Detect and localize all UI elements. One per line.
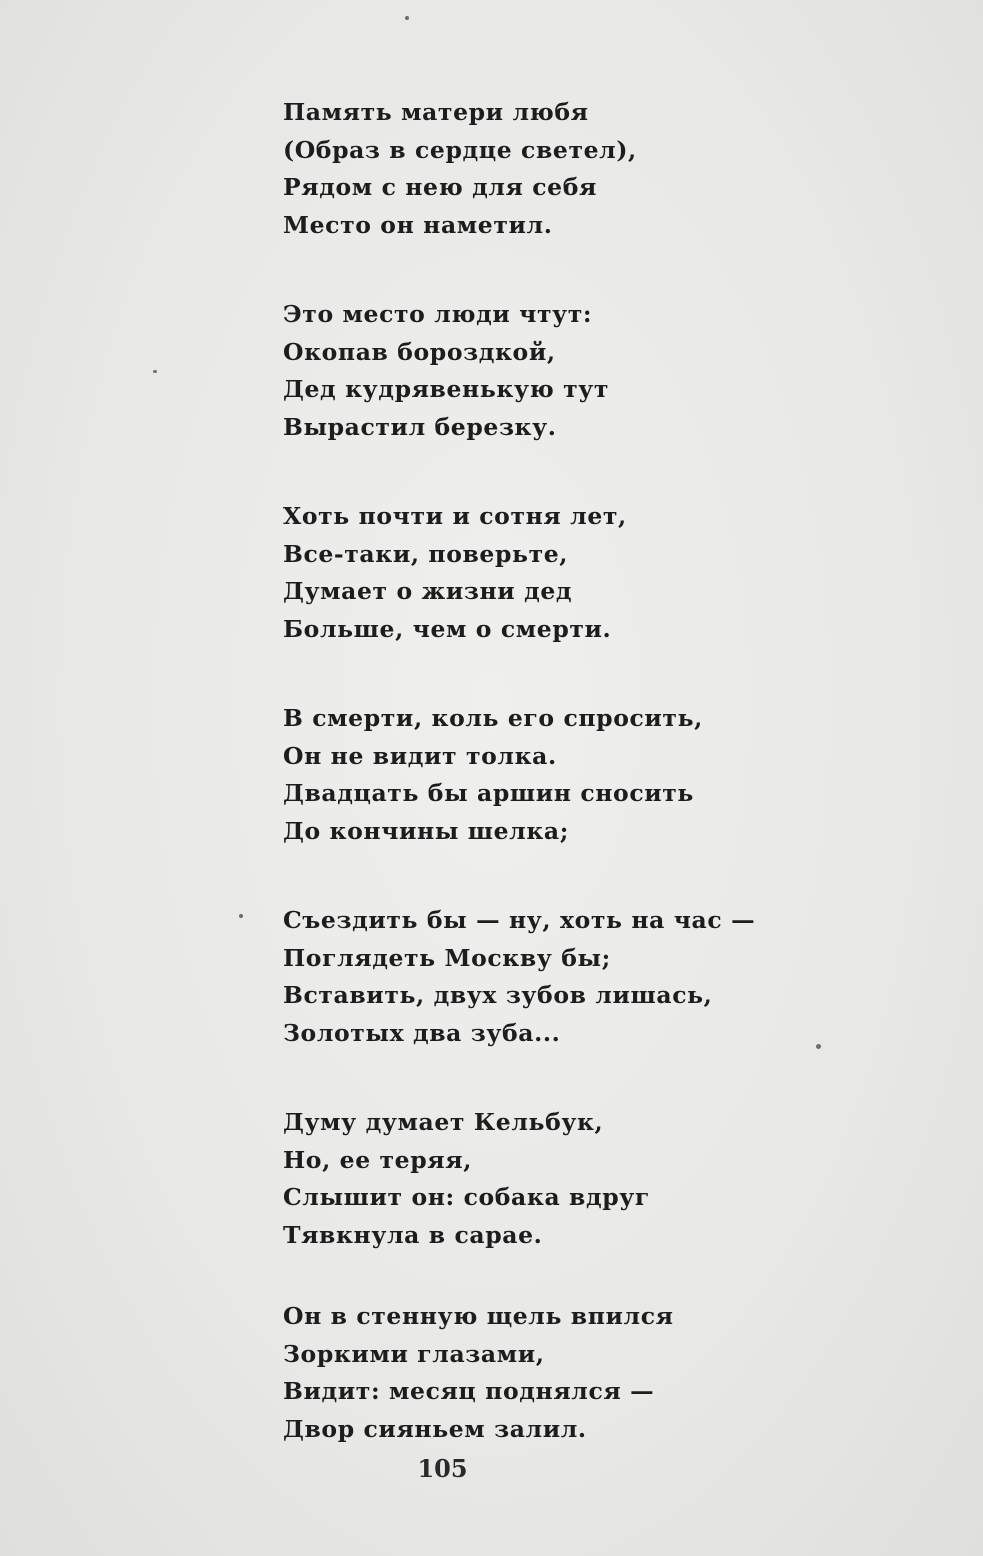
poem-line: Вырастил березку. bbox=[283, 412, 557, 441]
stanza bbox=[283, 498, 803, 648]
stanza bbox=[283, 94, 803, 244]
poem-line: Съездить бы — ну, хоть на час — bbox=[283, 906, 756, 934]
poem-line: Все-таки, поверьте, bbox=[283, 539, 569, 568]
poem-line: Окопав бороздкой, bbox=[283, 337, 556, 366]
poem-line: Тявкнула в сарае. bbox=[283, 1220, 543, 1249]
poem-line: Место он наметил. bbox=[283, 210, 553, 239]
poem-line: Больше, чем о смерти. bbox=[283, 614, 612, 643]
poem-line: Вставить, двух зубов лишась, bbox=[283, 981, 713, 1009]
poem-line: Золотых два зуба... bbox=[283, 1018, 561, 1047]
poem-line: До кончины шелка; bbox=[283, 816, 570, 845]
print-speck bbox=[816, 1044, 821, 1049]
poem-line: Он не видит толка. bbox=[283, 741, 557, 770]
poem bbox=[283, 94, 803, 1500]
poem-line: Это место люди чтут: bbox=[283, 300, 593, 328]
poem-line: Дед кудрявенькую тут bbox=[283, 375, 610, 403]
poem-line: (Образ в сердце светел), bbox=[283, 135, 637, 164]
poem-line: Двор сияньем залил. bbox=[283, 1414, 587, 1443]
print-speck bbox=[405, 16, 409, 20]
poem-line: Рядом с нею для себя bbox=[283, 173, 597, 201]
stanza bbox=[283, 296, 803, 446]
poem-line: Зоркими глазами, bbox=[283, 1339, 545, 1368]
page-number: 105 bbox=[417, 1454, 468, 1483]
poem-line: Слышит он: собака вдруг bbox=[283, 1183, 650, 1211]
poem-line: Поглядеть Москву бы; bbox=[283, 943, 611, 972]
stanza bbox=[283, 1104, 803, 1254]
stanza bbox=[283, 902, 803, 1052]
poem-line: Думает о жизни дед bbox=[283, 577, 573, 605]
poem-line: Он в стенную щель впился bbox=[283, 1302, 674, 1330]
poem-line: Память матери любя bbox=[283, 98, 589, 126]
poem-line: Но, ее теряя, bbox=[283, 1145, 472, 1174]
print-speck bbox=[153, 370, 157, 373]
poem-line: Видит: месяц поднялся — bbox=[283, 1377, 655, 1405]
poem-line: Хоть почти и сотня лет, bbox=[283, 502, 627, 530]
print-speck bbox=[239, 914, 243, 918]
stanza bbox=[283, 1298, 803, 1448]
stanza bbox=[283, 700, 803, 850]
poem-line: Думу думает Кельбук, bbox=[283, 1108, 604, 1136]
poem-line: В смерти, коль его спросить, bbox=[283, 704, 703, 732]
poem-line: Двадцать бы аршин сносить bbox=[283, 779, 694, 807]
